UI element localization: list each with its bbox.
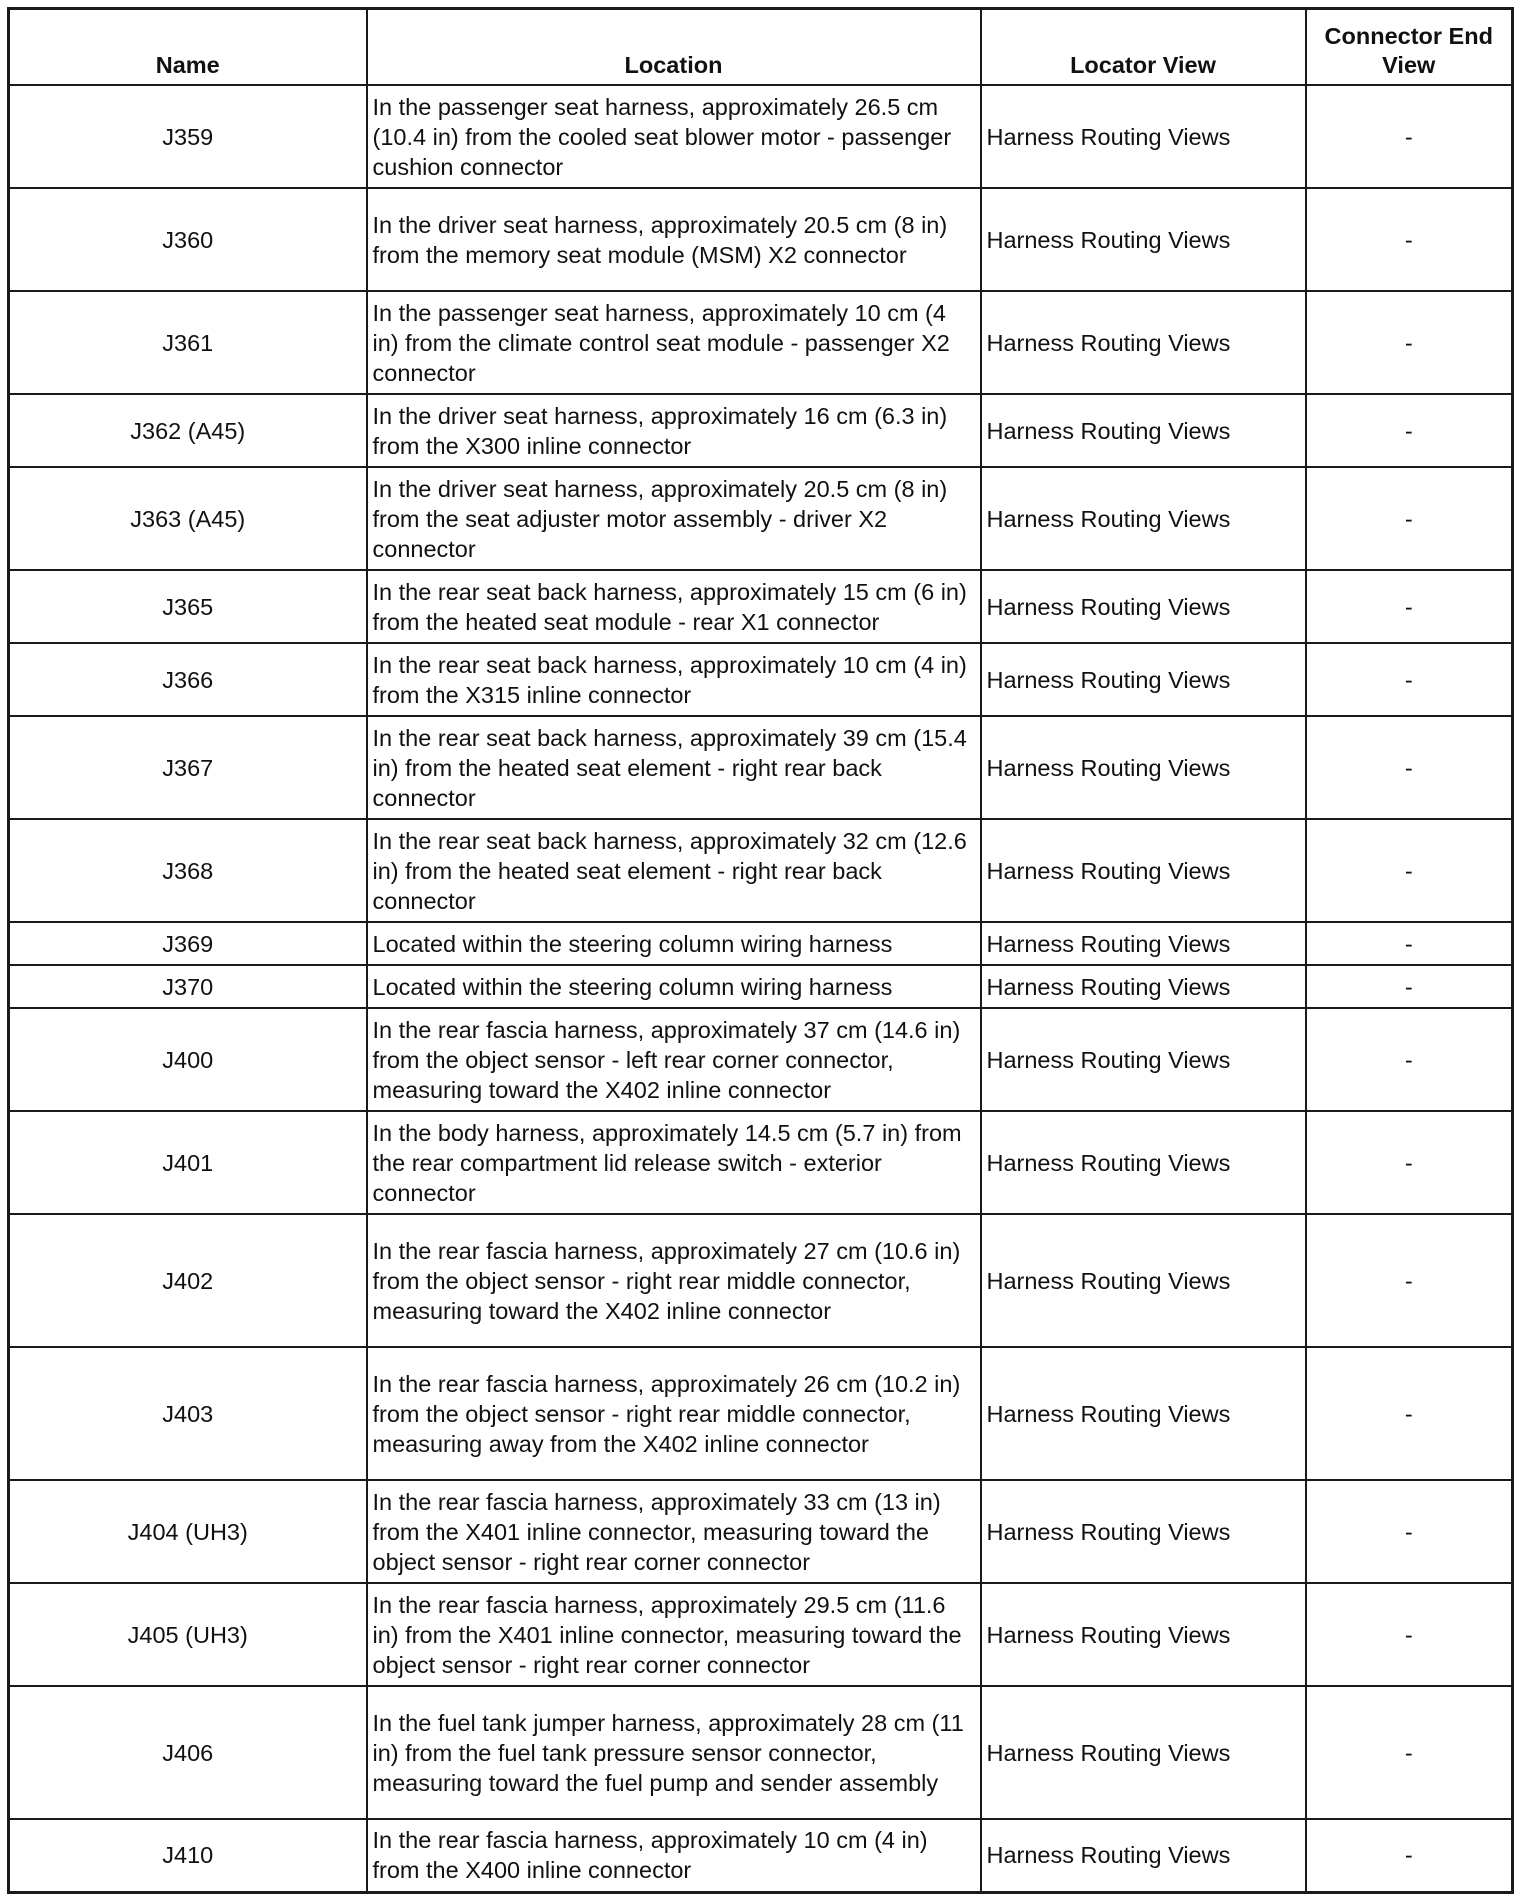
table-header-row	[9, 9, 1513, 86]
table-row	[9, 965, 1513, 1008]
cell-location: In the rear fascia harness, approximately 26 cm (10.2 in) from the object sensor - right rear middle connector, measuring away from the X402 inline connector	[367, 1347, 981, 1480]
cell-locator-view: Harness Routing Views	[981, 467, 1306, 570]
table-row	[9, 1686, 1513, 1819]
cell-connector-end-view: -	[1306, 394, 1513, 467]
cell-locator-view: Harness Routing Views	[981, 643, 1306, 716]
cell-name: J365	[9, 570, 367, 643]
cell-locator-view: Harness Routing Views	[981, 922, 1306, 965]
header-connector-end-view: Connector End View	[1306, 9, 1513, 86]
cell-locator-view: Harness Routing Views	[981, 394, 1306, 467]
cell-locator-view: Harness Routing Views	[981, 1686, 1306, 1819]
cell-name: J401	[9, 1111, 367, 1214]
cell-location: In the rear fascia harness, approximately 10 cm (4 in) from the X400 inline connector	[367, 1819, 981, 1892]
cell-location: In the rear seat back harness, approximately 39 cm (15.4 in) from the heated seat element - right rear back connector	[367, 716, 981, 819]
document-page	[7, 7, 1514, 1894]
cell-locator-view: Harness Routing Views	[981, 1583, 1306, 1686]
connector-location-table	[7, 7, 1514, 1894]
cell-locator-view: Harness Routing Views	[981, 1008, 1306, 1111]
cell-name: J410	[9, 1819, 367, 1892]
cell-name: J367	[9, 716, 367, 819]
cell-location: Located within the steering column wiring harness	[367, 922, 981, 965]
cell-connector-end-view: -	[1306, 1583, 1513, 1686]
cell-locator-view: Harness Routing Views	[981, 1214, 1306, 1347]
table-row	[9, 188, 1513, 291]
cell-location: In the rear fascia harness, approximately 33 cm (13 in) from the X401 inline connector, measuring toward the object sensor - right rear corner connector	[367, 1480, 981, 1583]
table-row	[9, 716, 1513, 819]
cell-connector-end-view: -	[1306, 1111, 1513, 1214]
cell-location: In the rear seat back harness, approximately 15 cm (6 in) from the heated seat module - rear X1 connector	[367, 570, 981, 643]
cell-locator-view: Harness Routing Views	[981, 1819, 1306, 1892]
table-row	[9, 922, 1513, 965]
cell-location: In the passenger seat harness, approximately 10 cm (4 in) from the climate control seat module - passenger X2 connector	[367, 291, 981, 394]
cell-location: In the driver seat harness, approximately 16 cm (6.3 in) from the X300 inline connector	[367, 394, 981, 467]
cell-connector-end-view: -	[1306, 1480, 1513, 1583]
cell-name: J400	[9, 1008, 367, 1111]
cell-location: In the rear fascia harness, approximately 27 cm (10.6 in) from the object sensor - right rear middle connector, measuring toward the X402 inline connector	[367, 1214, 981, 1347]
cell-name: J405 (UH3)	[9, 1583, 367, 1686]
cell-locator-view: Harness Routing Views	[981, 965, 1306, 1008]
cell-connector-end-view: -	[1306, 819, 1513, 922]
cell-location: In the body harness, approximately 14.5 cm (5.7 in) from the rear compartment lid release switch - exterior connector	[367, 1111, 981, 1214]
cell-location: In the rear fascia harness, approximately 37 cm (14.6 in) from the object sensor - left rear corner connector, measuring toward the X402 inline connector	[367, 1008, 981, 1111]
cell-location: In the rear seat back harness, approximately 32 cm (12.6 in) from the heated seat element - right rear back connector	[367, 819, 981, 922]
cell-locator-view: Harness Routing Views	[981, 716, 1306, 819]
cell-locator-view: Harness Routing Views	[981, 570, 1306, 643]
cell-connector-end-view: -	[1306, 1819, 1513, 1892]
cell-connector-end-view: -	[1306, 643, 1513, 716]
cell-connector-end-view: -	[1306, 188, 1513, 291]
cell-connector-end-view: -	[1306, 922, 1513, 965]
table-row	[9, 1347, 1513, 1480]
cell-location: In the passenger seat harness, approximately 26.5 cm (10.4 in) from the cooled seat blower motor - passenger cushion connector	[367, 85, 981, 188]
cell-name: J362 (A45)	[9, 394, 367, 467]
table-row	[9, 1819, 1513, 1892]
cell-locator-view: Harness Routing Views	[981, 1347, 1306, 1480]
table-row	[9, 85, 1513, 188]
cell-location: In the driver seat harness, approximately 20.5 cm (8 in) from the seat adjuster motor assembly - driver X2 connector	[367, 467, 981, 570]
cell-name: J361	[9, 291, 367, 394]
cell-connector-end-view: -	[1306, 85, 1513, 188]
header-locator-view: Locator View	[981, 9, 1306, 86]
cell-location: In the rear seat back harness, approximately 10 cm (4 in) from the X315 inline connector	[367, 643, 981, 716]
cell-name: J363 (A45)	[9, 467, 367, 570]
table-row	[9, 291, 1513, 394]
cell-connector-end-view: -	[1306, 1214, 1513, 1347]
cell-connector-end-view: -	[1306, 965, 1513, 1008]
cell-name: J366	[9, 643, 367, 716]
header-name: Name	[9, 9, 367, 86]
cell-connector-end-view: -	[1306, 1008, 1513, 1111]
cell-connector-end-view: -	[1306, 467, 1513, 570]
cell-name: J406	[9, 1686, 367, 1819]
cell-locator-view: Harness Routing Views	[981, 819, 1306, 922]
cell-location: In the driver seat harness, approximately 20.5 cm (8 in) from the memory seat module (MSM) X2 connector	[367, 188, 981, 291]
table-row	[9, 467, 1513, 570]
cell-name: J370	[9, 965, 367, 1008]
table-row	[9, 1480, 1513, 1583]
cell-name: J360	[9, 188, 367, 291]
cell-connector-end-view: -	[1306, 1347, 1513, 1480]
cell-name: J404 (UH3)	[9, 1480, 367, 1583]
table-row	[9, 1008, 1513, 1111]
cell-connector-end-view: -	[1306, 291, 1513, 394]
cell-name: J359	[9, 85, 367, 188]
cell-location: In the rear fascia harness, approximately 29.5 cm (11.6 in) from the X401 inline connector, measuring toward the object sensor - right rear corner connector	[367, 1583, 981, 1686]
table-row	[9, 643, 1513, 716]
table-row	[9, 819, 1513, 922]
cell-locator-view: Harness Routing Views	[981, 1111, 1306, 1214]
table-row	[9, 394, 1513, 467]
table-row	[9, 1583, 1513, 1686]
table-row	[9, 1214, 1513, 1347]
cell-locator-view: Harness Routing Views	[981, 85, 1306, 188]
cell-connector-end-view: -	[1306, 716, 1513, 819]
cell-name: J369	[9, 922, 367, 965]
cell-connector-end-view: -	[1306, 1686, 1513, 1819]
table-row	[9, 570, 1513, 643]
cell-locator-view: Harness Routing Views	[981, 291, 1306, 394]
cell-location: In the fuel tank jumper harness, approximately 28 cm (11 in) from the fuel tank pressure sensor connector, measuring toward the fuel pump and sender assembly	[367, 1686, 981, 1819]
table-row	[9, 1111, 1513, 1214]
cell-name: J368	[9, 819, 367, 922]
cell-name: J403	[9, 1347, 367, 1480]
table-body	[9, 85, 1513, 1892]
cell-name: J402	[9, 1214, 367, 1347]
cell-locator-view: Harness Routing Views	[981, 1480, 1306, 1583]
header-location: Location	[367, 9, 981, 86]
cell-location: Located within the steering column wiring harness	[367, 965, 981, 1008]
cell-locator-view: Harness Routing Views	[981, 188, 1306, 291]
cell-connector-end-view: -	[1306, 570, 1513, 643]
